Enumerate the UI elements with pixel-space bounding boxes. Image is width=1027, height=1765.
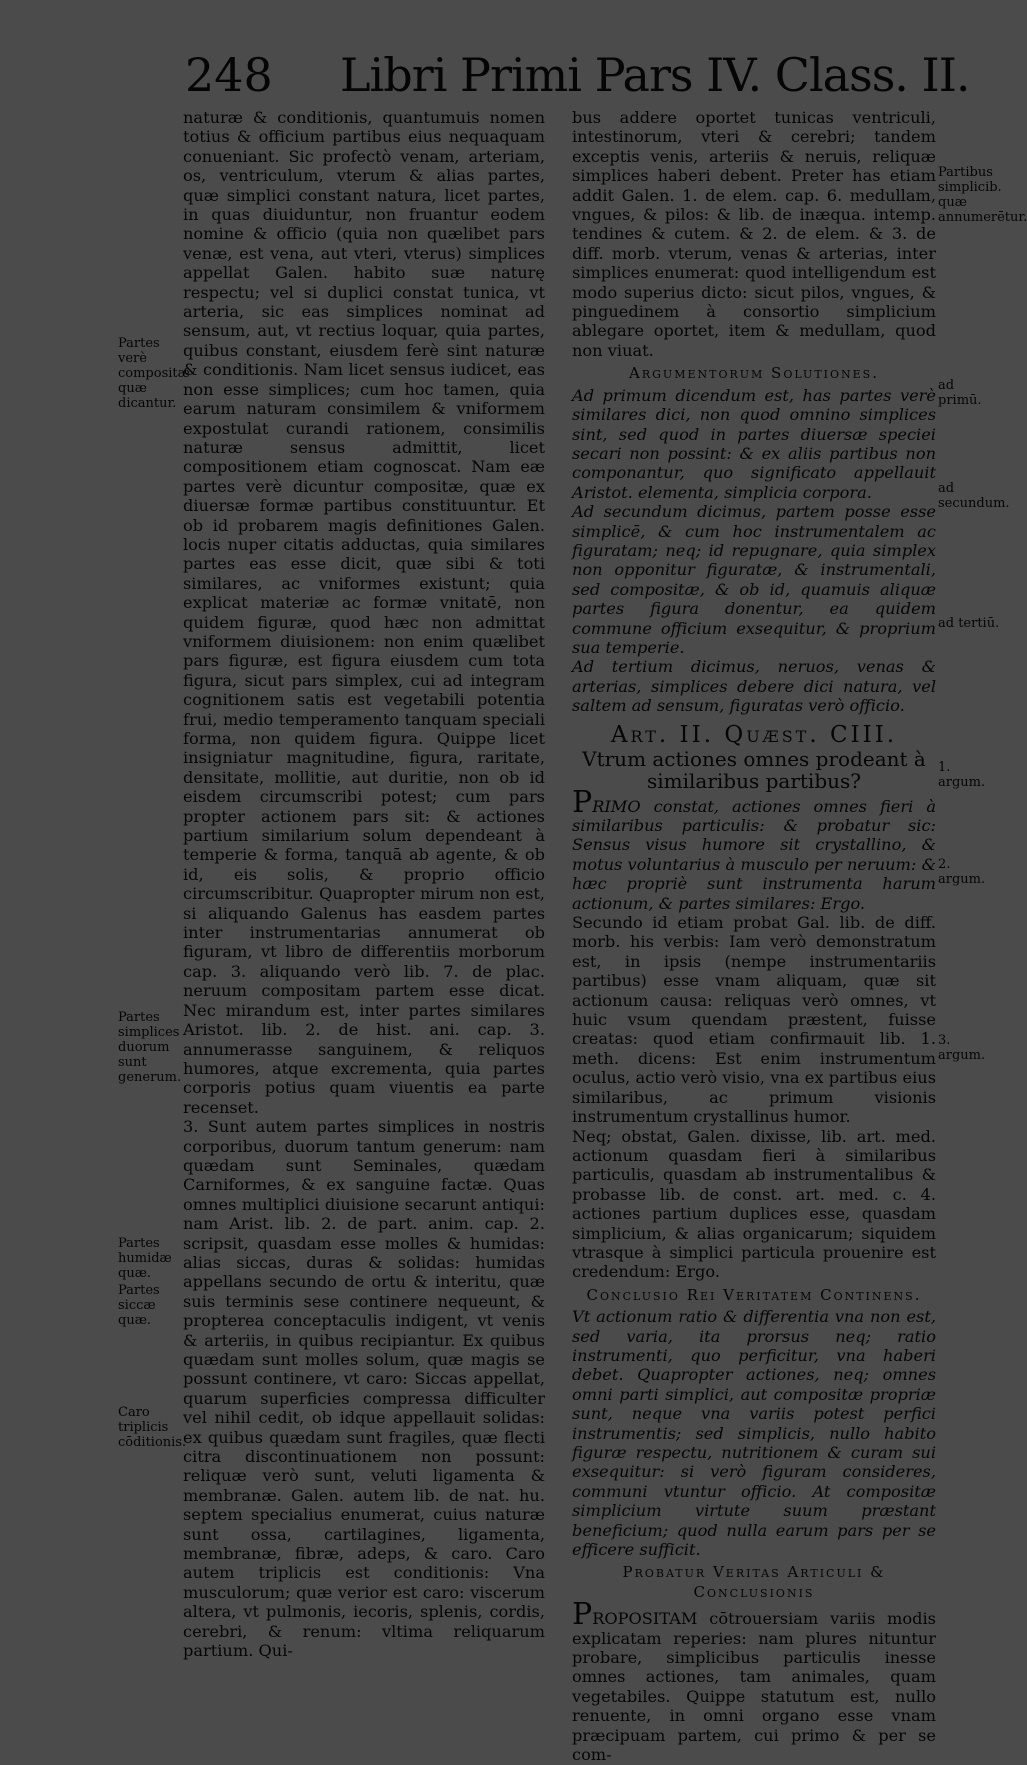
paragraph: Secundo id etiam probat Gal. lib. de diff. morb. his verbis: Iam verò demonstratum est, in ipsis (nempe instrumentariis partibus) esse vnam aliquam, quæ sit actionum causa: reliquas verò omnes, vt huic vsum quendam præstent, fuisse creatas: quod etiam confirmauit lib. 1. meth. dicens: Est enim instrumentum oculus, actio verò visio, vna ex partibus eius similaribus, ac primum visionis instrumentum crystallinus humor. [572,913,936,1127]
paragraph: Neq; obstat, Galen. dixisse, lib. art. med. actionum quasdam fieri à similaribus particulis, quasdam ab instrumentalibus & probasse lib. de const. art. med. c. 4. actiones partium duplices esse, quasdam simplicium, & alias organicarum; siquidem vtrasque à simplici particula prouenire est credendum: Ergo. [572,1126,936,1282]
paragraph [572,784,936,913]
paragraph [572,1597,936,1765]
drop-initial: P [572,784,593,820]
paragraph: Ad secundum dicimus, partem posse esse simplicē, & cum hoc instrumentalem ac figuratam; neq; id repugnare, quia simplex non opponitur figuratæ, & instrumentali, sed compositæ, & ob id, quamuis aliquæ partes figura donentur, ea quidem commune officium exsequitur, & proprium sua temperie. [572,502,936,657]
margin-note: Partibus simplicib. quæ annumerētur. [938,165,1027,225]
running-title: Libri Primi Pars IV. Class. II. [340,48,970,102]
paragraph: Ad primum dicendum est, has partes verè similares dici, non quod omnino simplices sint, sed quod in partes diuersæ speciei secari non possint: & ex aliis partibus non componantur, quo significato appellauit Aristot. elementa, simplicia corpora. [572,385,936,502]
article-heading: Art. II. Quæst. CIII. [610,721,898,748]
paragraph: 3. Sunt autem partes simplices in nostris corporibus, duorum tantum generum: nam quædam sunt Seminales, quædam Carniformes, & ex sanguine factæ. Quas omnes multiplici diuisione secarunt antiqui: nam Arist. lib. 2. de part. anim. cap. 2. scripsit, quasdam esse molles & humidas: alias siccas, duras & solidas: humidas appellans secundo de ortu & interitu, quæ suis terminis sese continere nequeunt, & propterea conceptaculis indigent, vt venis & arteriis, in quibus recipiantur. Ex quibus quædam sunt molles solum, quæ magis se possunt continere, vt caro: Siccas appellat, quarum superficies compressa difficulter vel nihil cedit, ob idque appellauit solidas: ex quibus quædam sunt fragiles, quæ flecti citra discontinuationem non possunt: reliquæ verò sunt, veluti ligamenta & membranæ. Galen. autem lib. de nat. hu. septem specialius enumerat, cuius naturæ sunt ossa, cartilagines, ligamenta, membranæ, fibræ, adeps, & caro. Caro autem triplicis est conditionis: Vna musculorum; quæ verior est caro: viscerum altera, vt pulmonis, iecoris, splenis, cordis, cerebri, & renum: vltima reliquarum partium. Qui- [183,1117,545,1661]
section-heading: Argumentorum Solutiones. [629,364,879,383]
margin-note: 1. argum. [938,760,986,790]
section-heading: Conclusio Rei Veritatem Continens. [586,1285,922,1304]
paragraph: Ad tertium dicimus, neruos, venas & arterias, simplices debere dici natura, vel saltem ad sensum, figuratas verò officio. [572,657,936,716]
paragraph-text: ROPOSITAM cōtrouersiam variis modis explicatam reperies: nam plures nituntur probare, simplicibus particulis inesse omnes actiones, tam animales, quam vegetabiles. Quippe statutum est, nullo renuente, in omni organo esse vnam præcipuam partem, cui primo & per se com- [572,1609,936,1765]
margin-note: 3. argum. [938,1033,986,1063]
margin-note: Partes siccæ quæ. [118,1283,160,1328]
margin-note: Caro triplicis cōditionis. [118,1405,187,1450]
paragraph-text: RIMO constat, actiones omnes fieri à similaribus particulis: & probatur sic: Sensus visus humore sit crystallino, & motus voluntarius à musculo per neruum: & hæc propriè sunt instrumenta harum actionum, & partes similares: Ergo. [572,796,936,913]
question-title: Vtrum actiones omnes prodeant à similaribus partibus? [582,746,926,793]
page-number: 248 [185,48,273,102]
margin-note: Partes simplices duorum sunt generum. [118,1010,182,1085]
margin-note: Partes humidæ quæ. [118,1236,172,1281]
margin-note: ad primū. [938,378,982,408]
margin-note: Partes verè compositæ quæ dicantur. [118,336,190,411]
margin-note: 2. argum. [938,857,986,887]
paragraph: Vt actionum ratio & differentia vna non est, sed varia, ita prorsus neq; ratio instrumenti, quo perficitur, vna haberi debet. Quapropter actiones, neq; omnes omni parti simplici, aut compositæ propriæ sunt, neque vna variis potest perfici instrumentis; sed simplicis, nullo habito figuræ respectu, nutritionem & curam sui exsequitur: si verò figuram consideres, communi vtuntur officio. At compositæ simplicium virtute suum præstant beneficium; quod nulla earum pars per se efficere sufficit. [572,1307,936,1560]
section-heading: Probatur Veritas Articuli & Conclusionis [622,1563,886,1601]
margin-note: ad secundum. [938,481,1010,511]
paragraph: naturæ & conditionis, quantumuis nomen totius & officium partibus eius nequaquam conueniant. Sic profectò venam, arteriam, os, ventriculum, vterum & alias partes, quæ simplici constant natura, licet partes, in quas diuiduntur, non fruantur eodem nomine & officio (quia non quælibet pars venæ, est vena, aut vteri, vterus) simplices appellat Galen. habito suæ naturę respectu; vel si duplici constat tunica, vt arteria, sic eas simplices nominat ad sensum, aut, vt rectius loquar, quia partes, quibus constant, eiusdem ferè sint naturæ & conditionis. Nam licet sensus iudicet, eas non esse simplices; cum hoc tamen, quia earum naturam consimilem & vniformem expostulat curandi rationem, consimilis naturæ sensus admittit, licet compositionem etiam cognoscat. Nam eæ partes verè dicuntur compositæ, quæ ex diuersæ formæ partibus constituuntur. Et ob id probarem magis definitiones Galen. locis nuper citatis adductas, quia similares partes eas esse dicit, quæ sibi & toti similares, ac vniformes existunt; quia explicat materiæ ac formæ vnitatē, non quidem figuræ, quod hæc non admittat vniformem diuisionem: non enim quælibet pars figuræ, est figura eiusdem cum tota figura, sicut pars simplex, cui ad integram cognitionem satis est vegetabili potentia frui, medio temperamento tanquam speciali forma, non quidem figura. Quippe licet insigniatur magnitudine, figura, raritate, densitate, mollitie, aut duritie, non ob id eisdem circumscribi potest; cum pars propter actionem pars sit: & actiones partium similarium solum dependeant à temperie & forma, tanquā ab agente, & ob id, eis solis, & proprio officio circumscribitur. Quapropter mirum non est, si aliquando Galenus has easdem partes inter instrumentarias annumerat ob figuram, vt libro de differentiis morborum cap. 3. aliquando verò lib. 7. de plac. neruum compositam partem esse dicat. Nec mirandum est, inter partes similares Aristot. lib. 2. de hist. ani. cap. 3. annumerasse sanguinem, & reliquos humores, atque excrementa, quia partes corporis potius quam viuentis ea parte recenset. [183,108,545,1117]
drop-initial: P [572,1597,593,1633]
margin-note: ad tertiū. [938,616,1000,631]
left-column [183,108,545,1661]
right-column [572,108,936,1765]
paragraph: bus addere oportet tunicas ventriculi, intestinorum, vteri & cerebri; tandem exceptis venis, arteriis & neruis, reliquæ simplices haberi debent. Preter has etiam addit Galen. 1. de elem. cap. 6. medullam, vngues, & pilos: & lib. de inæqua. intemp. tendines & cutem. & 2. de elem. & 3. de diff. morb. vterum, venas & arterias, inter simplices enumerat: quod intelligendum est modo superius dicto: sicut pilos, vngues, & pinguedinem à consortio simplicium ablegare oportet, item & medullam, quod non viuat. [572,108,936,360]
